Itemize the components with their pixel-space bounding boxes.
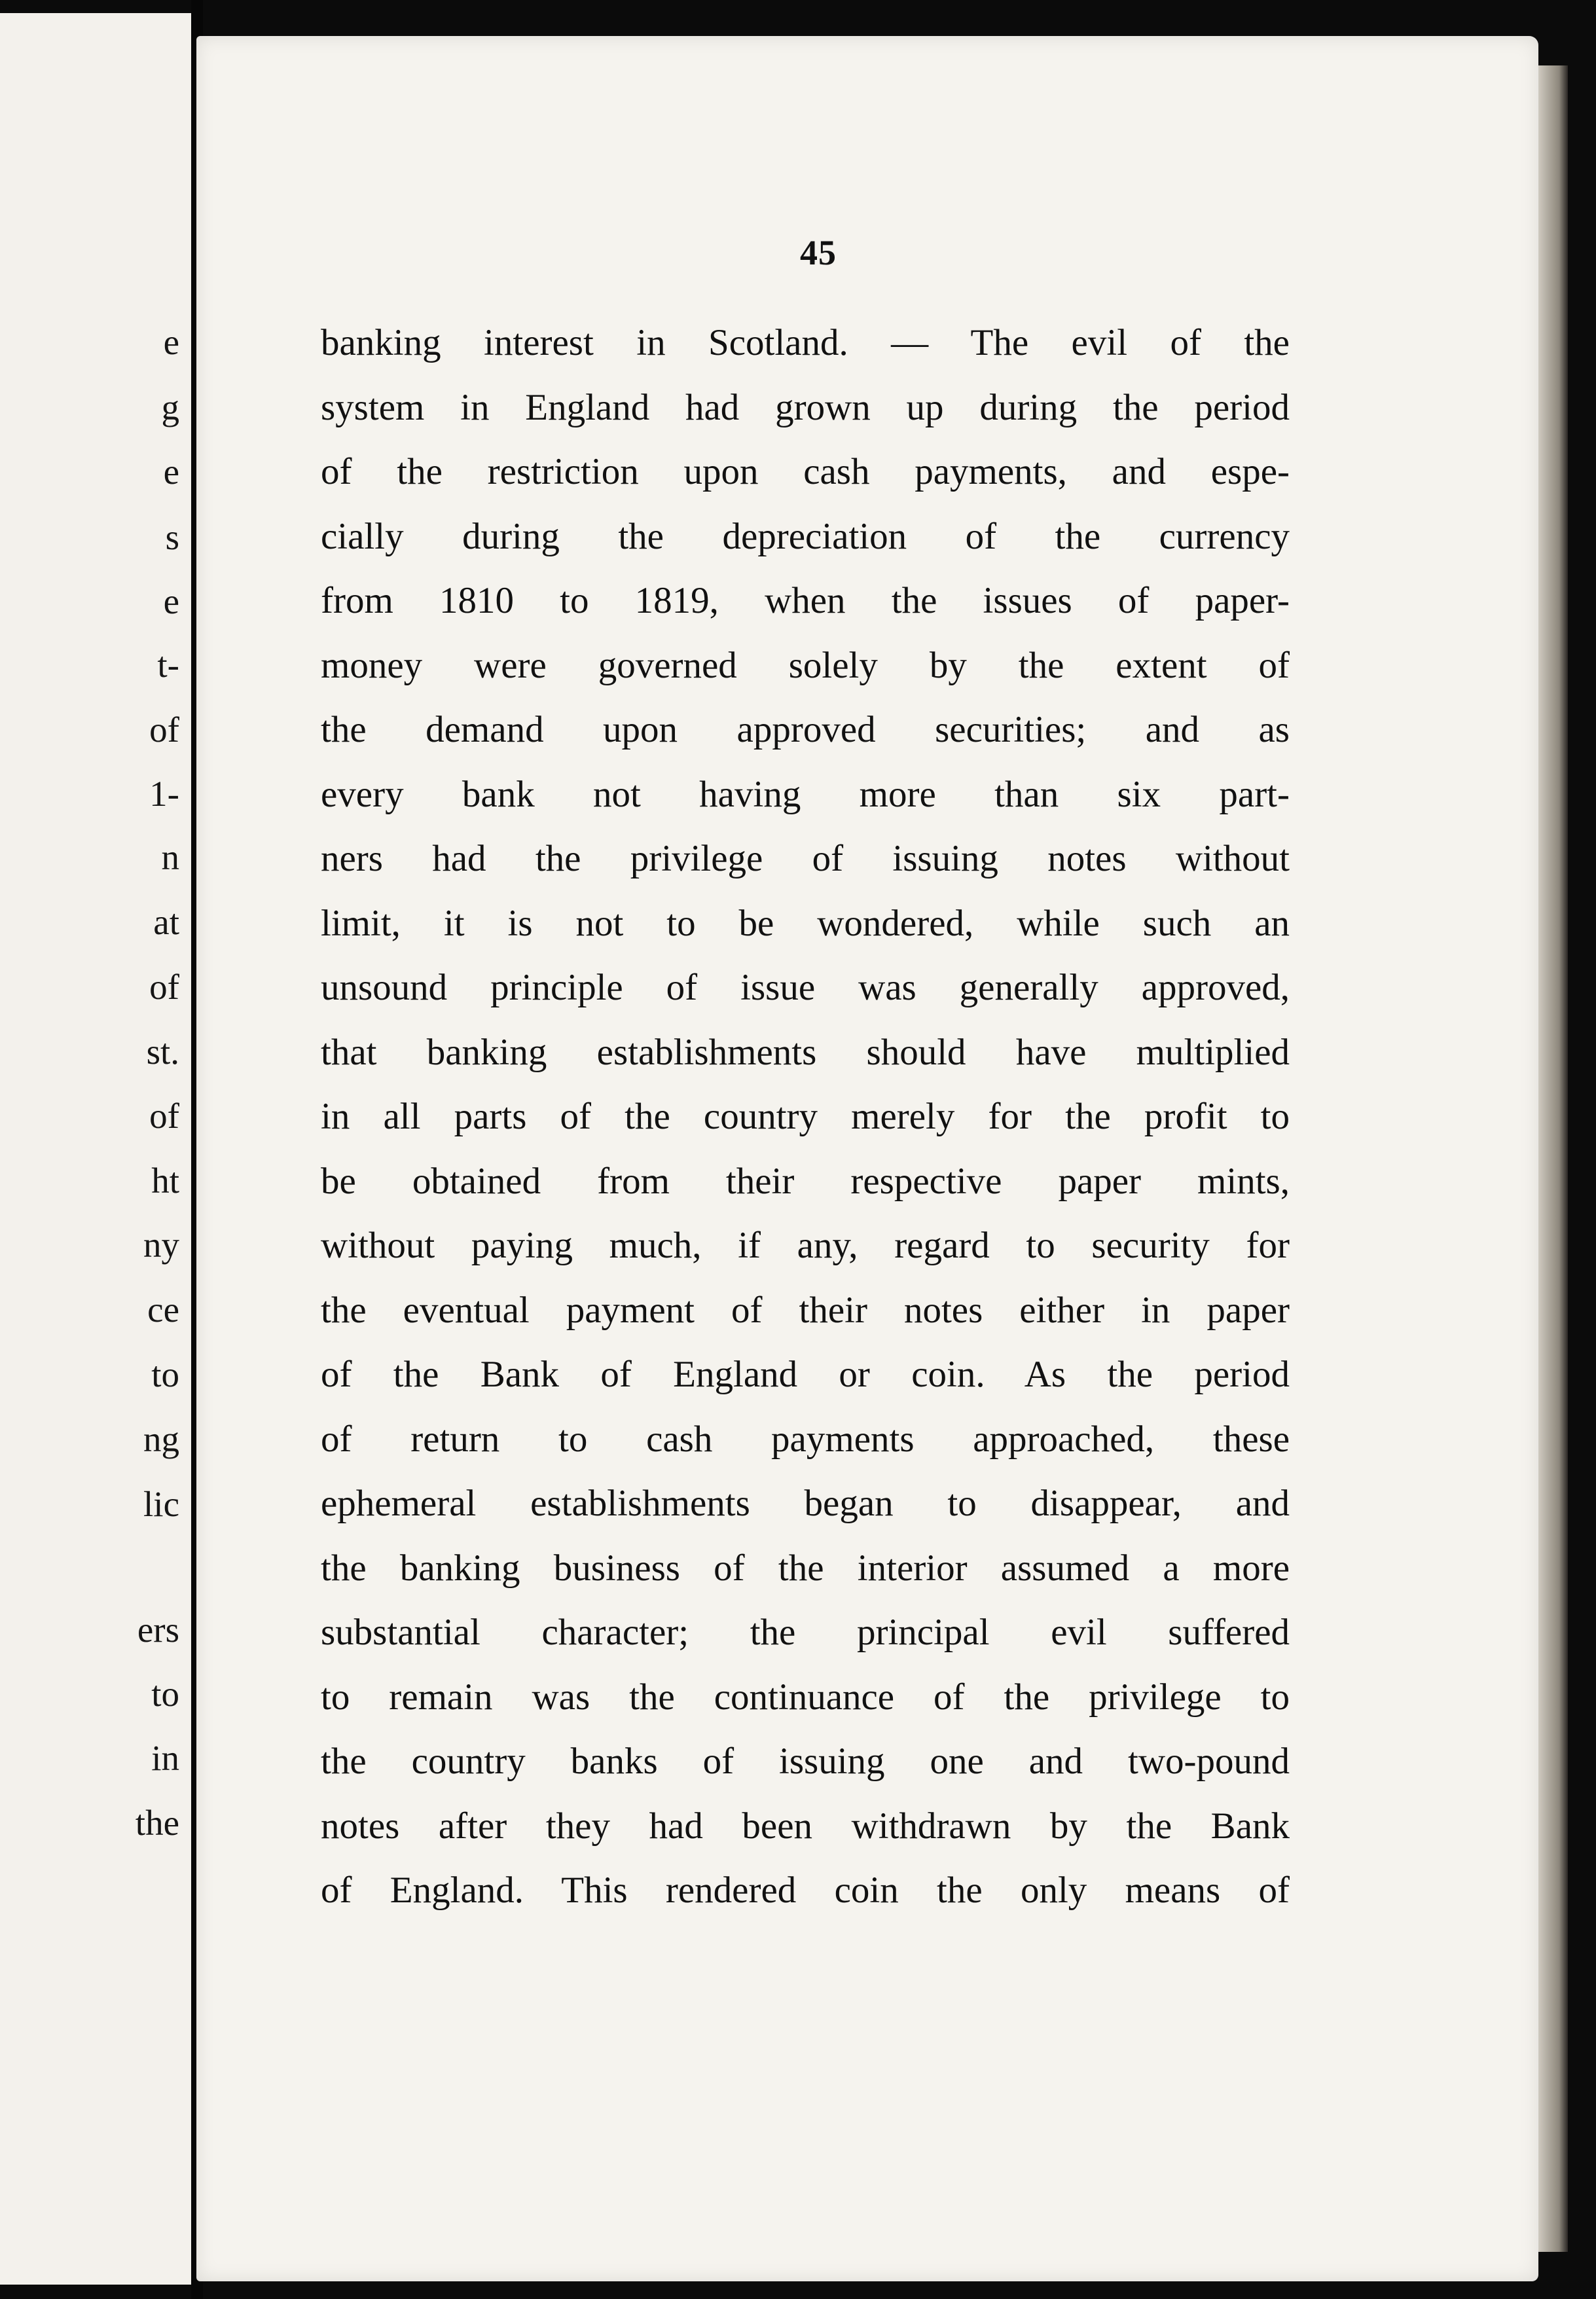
text-line: the demand upon approved securities; and as	[321, 709, 1290, 750]
left-page-fragment: t-	[157, 645, 179, 685]
text-line: every bank not having more than six part-	[321, 773, 1290, 815]
page-edge	[1538, 65, 1568, 2252]
left-page-fragment: of	[149, 967, 179, 1007]
text-line: to remain was the continuance of the privilege to	[321, 1676, 1290, 1718]
left-facing-page	[0, 13, 195, 2285]
page-number: 45	[800, 233, 837, 272]
left-page-fragment: in	[151, 1738, 179, 1778]
left-page-fragment: ht	[151, 1161, 179, 1201]
text-line: the eventual payment of their notes either in paper	[321, 1289, 1290, 1331]
left-page-fragment: n	[161, 837, 179, 877]
text-line: of England. This rendered coin the only means of	[321, 1870, 1290, 1911]
left-page-fragment: at	[153, 902, 179, 942]
left-page-fragment: st.	[146, 1032, 179, 1072]
text-line: in all parts of the country merely for the profit to	[321, 1096, 1290, 1137]
text-line: system in England had grown up during the period	[321, 386, 1290, 428]
text-line: limit, it is not to be wondered, while such an	[321, 902, 1290, 944]
text-line: ephemeral establishments began to disappear, and	[321, 1483, 1290, 1524]
text-line: of return to cash payments approached, these	[321, 1418, 1290, 1460]
text-line: cially during the depreciation of the currency	[321, 515, 1290, 557]
left-page-fragment: e	[163, 322, 179, 362]
text-line: that banking establishments should have multiplied	[321, 1031, 1290, 1073]
left-page-fragment: 1-	[149, 774, 179, 814]
left-page-fragment: g	[161, 388, 179, 427]
text-line: without paying much, if any, regard to security for	[321, 1225, 1290, 1266]
left-page-fragment: of	[149, 1096, 179, 1136]
left-page-fragment: of	[149, 710, 179, 750]
text-line: unsound principle of issue was generally approved,	[321, 967, 1290, 1008]
text-line: from 1810 to 1819, when the issues of paper-	[321, 580, 1290, 621]
text-line: ners had the privilege of issuing notes without	[321, 838, 1290, 879]
text-line: banking interest in Scotland. — The evil of the	[321, 322, 1290, 363]
left-page-fragment: ny	[143, 1225, 179, 1265]
left-page-fragment: ers	[137, 1610, 179, 1650]
text-line: the country banks of issuing one and two-pound	[321, 1741, 1290, 1782]
text-line: of the Bank of England or coin. As the period	[321, 1354, 1290, 1395]
text-line: be obtained from their respective paper mints,	[321, 1160, 1290, 1202]
text-line: substantial character; the principal evil suffered	[321, 1612, 1290, 1653]
left-page-fragment: to	[151, 1674, 179, 1714]
left-page-fragment: ng	[143, 1419, 179, 1459]
text-line: notes after they had been withdrawn by the Bank	[321, 1805, 1290, 1847]
text-line: money were governed solely by the extent of	[321, 644, 1290, 686]
left-page-fragment: e	[163, 452, 179, 492]
text-line: of the restriction upon cash payments, and espe-	[321, 451, 1290, 492]
body-text	[321, 311, 1290, 1923]
left-page-fragment: s	[165, 517, 179, 557]
left-page-fragment: to	[151, 1354, 179, 1394]
left-page-fragment: the	[135, 1803, 179, 1843]
left-page-fragment: e	[163, 581, 179, 621]
left-page-fragment: lic	[143, 1484, 179, 1524]
left-page-fragment: ce	[147, 1290, 179, 1330]
text-line: the banking business of the interior assumed a more	[321, 1547, 1290, 1589]
